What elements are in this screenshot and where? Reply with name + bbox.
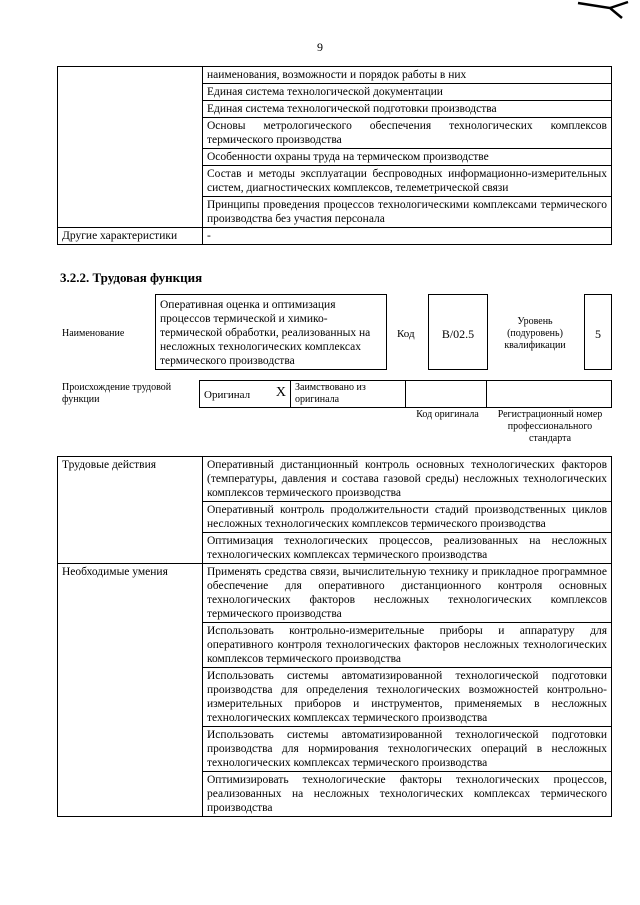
code-label: Код [397,328,415,340]
reg-number-box [486,380,612,408]
row-text: Единая система технологической подготовки производства [203,101,612,118]
row-text: Принципы проведения процессов технологическими комплексами термического производства без участия персонала [203,197,612,228]
original-box [199,380,291,408]
group-item: Использовать контрольно-измерительные приборы и аппаратуру для оперативного контроля технологических факторов несложных технологических комплексов термического производства [203,623,612,668]
function-name-box: Оперативная оценка и оптимизация процессов термической и химико-термической обработки, реализованных на несложных технологических комплексах термического производства [155,294,387,370]
original-code-caption: Код оригинала [416,409,479,420]
table-row [58,457,612,502]
level-value-box: 5 [584,294,612,370]
function-details-body [58,457,612,817]
row-text: Основы метрологического обеспечения технологических комплексов термического производства [203,118,612,149]
function-code-box: B/02.5 [428,294,488,370]
origin-label: Происхождение трудовой функции [62,382,172,405]
group-item: Применять средства связи, вычислительную технику и прикладное программное обеспечение для оперативного дистанционного контроля основных технологических факторов несложных технологических комплексов термического производства [203,564,612,623]
row-text: - [203,228,612,245]
row-label: Другие характеристики [58,228,203,245]
original-mark: X [275,385,286,400]
knowledge-table [57,66,612,245]
corner-stamp-mark [570,0,630,25]
table-row [58,67,612,84]
row-text: Состав и методы эксплуатации беспроводных информационно-измерительных систем, диагностических комплексов, телеметрической связи [203,166,612,197]
row-text: наименования, возможности и порядок работы в них [203,67,612,84]
reg-number-caption: Регистрационный номер профессионального стандарта [497,409,603,444]
group-item: Использовать системы автоматизированной технологической подготовки производства для определения технологических возможностей контрольно-измерительных приборов и инструментов, применяемых в несложных технологических комплексах термического производства [203,668,612,727]
table-row [58,564,612,623]
name-label: Наименование [62,328,125,339]
page-number: 9 [317,40,323,54]
group-label: Необходимые умения [58,564,203,817]
group-item: Оперативный контроль продолжительности стадий производственных циклов несложных технологических комплексов термического производства [203,502,612,533]
table-row [58,228,612,245]
group-item: Оптимизация технологических процессов, реализованных на несложных технологических комплексах термического производства [203,533,612,564]
row-text: Особенности охраны труда на термическом производстве [203,149,612,166]
original-code-box [405,380,487,408]
section-title: 3.2.2. Трудовая функция [60,270,203,285]
original-label: Оригинал [204,389,251,401]
level-label: Уровень (подуровень) квалификации [504,316,566,351]
group-item: Использовать системы автоматизированной технологической подготовки производства для нормирования технологических операций в несложных технологических комплексах термического производства [203,727,612,772]
function-details-table [57,456,612,817]
knowledge-table-body [58,67,612,245]
group-item: Оперативный дистанционный контроль основных технологических факторов (температуры, давления и состава газовой среды) несложных технологических комплексов термического производства [203,457,612,502]
row-text: Единая система технологической документации [203,84,612,101]
row-label [58,67,203,228]
borrowed-box: Заимствовано из оригинала [290,380,406,408]
group-label: Трудовые действия [58,457,203,564]
group-item: Оптимизировать технологические факторы технологических процессов, реализованных на несложных технологических комплексах термического производства [203,772,612,817]
